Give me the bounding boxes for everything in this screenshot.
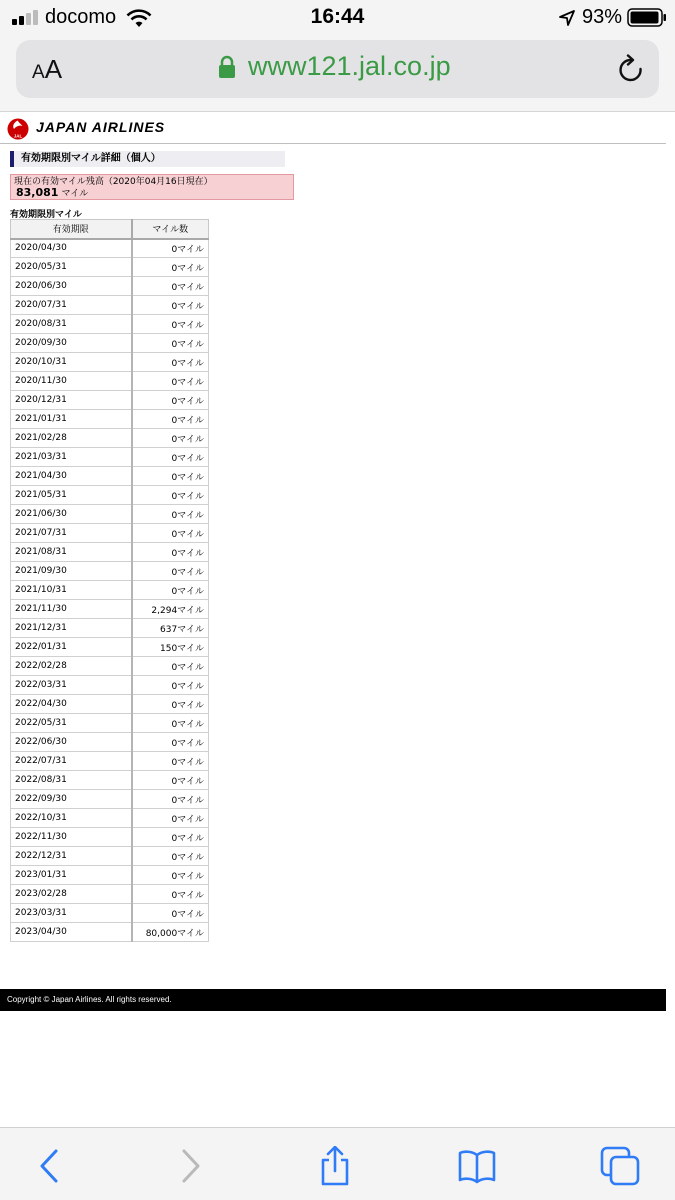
- table-row: [11, 258, 209, 277]
- expiry-date-cell: 2022/05/31: [11, 714, 132, 733]
- miles-cell: 0マイル: [132, 885, 209, 904]
- expiry-date-cell: 2020/05/31: [11, 258, 132, 277]
- page-title: 有効期限別マイル詳細（個人）: [10, 151, 285, 167]
- miles-cell: 0マイル: [132, 771, 209, 790]
- expiry-date-cell: 2021/07/31: [11, 524, 132, 543]
- miles-cell: 0マイル: [132, 676, 209, 695]
- miles-cell: 0マイル: [132, 391, 209, 410]
- miles-cell: 2,294マイル: [132, 600, 209, 619]
- miles-cell: 0マイル: [132, 315, 209, 334]
- svg-text:JAL: JAL: [13, 133, 23, 139]
- table-row: [11, 543, 209, 562]
- back-icon[interactable]: [30, 1146, 70, 1186]
- balance-amount: [16, 187, 88, 200]
- clock: 16:44: [310, 5, 365, 28]
- expiry-date-cell: 2023/02/28: [11, 885, 132, 904]
- expiry-date-cell: 2020/07/31: [11, 296, 132, 315]
- table-row: [11, 733, 209, 752]
- miles-cell: 0マイル: [132, 904, 209, 923]
- expiry-date-cell: 2022/12/31: [11, 847, 132, 866]
- table-caption: 有効期限別マイル: [10, 210, 82, 220]
- expiry-date-cell: 2021/06/30: [11, 505, 132, 524]
- table-row: [11, 600, 209, 619]
- miles-cell: 0マイル: [132, 714, 209, 733]
- miles-cell: 0マイル: [132, 410, 209, 429]
- jal-logo[interactable]: [7, 118, 29, 140]
- browser-address-area: [0, 36, 675, 112]
- miles-cell: 0マイル: [132, 733, 209, 752]
- expiry-date-cell: 2021/09/30: [11, 562, 132, 581]
- table-row: [11, 429, 209, 448]
- miles-cell: 0マイル: [132, 467, 209, 486]
- table-row: [11, 809, 209, 828]
- brand-name[interactable]: JAPAN AIRLINES: [36, 119, 166, 135]
- expiry-date-cell: 2021/01/31: [11, 410, 132, 429]
- expiry-date-cell: 2022/10/31: [11, 809, 132, 828]
- table-row: [11, 657, 209, 676]
- location-arrow-icon: [558, 9, 576, 27]
- miles-cell: 0マイル: [132, 429, 209, 448]
- table-row: [11, 524, 209, 543]
- address-bar[interactable]: [16, 40, 659, 98]
- expiry-date-cell: 2021/08/31: [11, 543, 132, 562]
- expiry-date-cell: 2022/08/31: [11, 771, 132, 790]
- table-row: [11, 619, 209, 638]
- carrier-name: docomo: [45, 6, 117, 28]
- table-row: [11, 448, 209, 467]
- battery-percentage: 93%: [582, 6, 623, 28]
- table-row: [11, 714, 209, 733]
- column-header-expiry: 有効期限: [11, 220, 132, 239]
- site-header: [0, 114, 666, 144]
- table-row: [11, 676, 209, 695]
- table-row: [11, 296, 209, 315]
- expiry-date-cell: 2023/03/31: [11, 904, 132, 923]
- bookmarks-icon[interactable]: [457, 1146, 497, 1186]
- column-header-miles: マイル数: [132, 220, 209, 239]
- balance-label: 現在の有効マイル残高（2020年04月16日現在）: [14, 177, 213, 187]
- table-row: [11, 277, 209, 296]
- lock-icon: [218, 55, 236, 79]
- browser-toolbar: [0, 1127, 675, 1200]
- table-row: [11, 866, 209, 885]
- table-row: [11, 391, 209, 410]
- miles-cell: 0マイル: [132, 334, 209, 353]
- miles-cell: 0マイル: [132, 657, 209, 676]
- expiry-date-cell: 2021/10/31: [11, 581, 132, 600]
- table-row: [11, 828, 209, 847]
- expiry-date-cell: 2022/01/31: [11, 638, 132, 657]
- miles-cell: 0マイル: [132, 505, 209, 524]
- table-row: [11, 505, 209, 524]
- copyright-footer: Copyright © Japan Airlines. All rights reserved.: [0, 989, 666, 1011]
- table-row: [11, 562, 209, 581]
- miles-cell: 0マイル: [132, 562, 209, 581]
- expiry-date-cell: 2022/11/30: [11, 828, 132, 847]
- expiry-date-cell: 2021/12/31: [11, 619, 132, 638]
- table-row: [11, 315, 209, 334]
- miles-cell: 0マイル: [132, 448, 209, 467]
- expiry-date-cell: 2021/04/30: [11, 467, 132, 486]
- expiry-date-cell: 2022/04/30: [11, 695, 132, 714]
- forward-icon[interactable]: [170, 1146, 210, 1186]
- table-row: [11, 353, 209, 372]
- mile-balance-box: [10, 174, 294, 200]
- miles-cell: 0マイル: [132, 486, 209, 505]
- expiry-date-cell: 2022/02/28: [11, 657, 132, 676]
- expiry-date-cell: 2021/03/31: [11, 448, 132, 467]
- expiry-date-cell: 2020/08/31: [11, 315, 132, 334]
- expiry-date-cell: 2022/06/30: [11, 733, 132, 752]
- expiry-miles-table: [10, 219, 209, 942]
- expiry-date-cell: 2022/09/30: [11, 790, 132, 809]
- miles-cell: 150マイル: [132, 638, 209, 657]
- balance-unit: マイル: [61, 189, 89, 199]
- expiry-date-cell: 2021/11/30: [11, 600, 132, 619]
- miles-cell: 0マイル: [132, 809, 209, 828]
- miles-cell: 0マイル: [132, 353, 209, 372]
- expiry-date-cell: 2022/07/31: [11, 752, 132, 771]
- text-size-button[interactable]: AA: [32, 54, 63, 84]
- table-row: [11, 904, 209, 923]
- table-row: [11, 885, 209, 904]
- table-row: [11, 410, 209, 429]
- miles-cell: 0マイル: [132, 372, 209, 391]
- miles-cell: 0マイル: [132, 790, 209, 809]
- expiry-date-cell: 2020/11/30: [11, 372, 132, 391]
- table-body: [11, 239, 209, 942]
- miles-cell: 0マイル: [132, 847, 209, 866]
- expiry-date-cell: 2021/05/31: [11, 486, 132, 505]
- expiry-date-cell: 2020/10/31: [11, 353, 132, 372]
- status-bar: [0, 0, 675, 36]
- url-text[interactable]: www121.jal.co.jp: [248, 51, 451, 81]
- miles-cell: 80,000マイル: [132, 923, 209, 942]
- miles-cell: 0マイル: [132, 239, 209, 258]
- miles-cell: 0マイル: [132, 258, 209, 277]
- expiry-date-cell: 2020/12/31: [11, 391, 132, 410]
- table-row: [11, 486, 209, 505]
- table-row: [11, 372, 209, 391]
- table-row: [11, 695, 209, 714]
- table-row: [11, 581, 209, 600]
- reload-icon[interactable]: [616, 54, 646, 86]
- table-row: [11, 334, 209, 353]
- expiry-date-cell: 2020/04/30: [11, 239, 132, 258]
- miles-cell: 0マイル: [132, 866, 209, 885]
- miles-cell: 0マイル: [132, 752, 209, 771]
- expiry-date-cell: 2022/03/31: [11, 676, 132, 695]
- miles-cell: 0マイル: [132, 277, 209, 296]
- table-row: [11, 771, 209, 790]
- table-row: [11, 752, 209, 771]
- miles-cell: 0マイル: [132, 828, 209, 847]
- share-icon[interactable]: [315, 1146, 355, 1186]
- balance-value: 83,081: [16, 186, 59, 199]
- table-header-row: [11, 220, 209, 239]
- expiry-date-cell: 2020/09/30: [11, 334, 132, 353]
- battery-icon: [627, 8, 667, 27]
- expiry-date-cell: 2021/02/28: [11, 429, 132, 448]
- table-row: [11, 923, 209, 942]
- table-row: [11, 467, 209, 486]
- tabs-icon[interactable]: [600, 1146, 640, 1186]
- miles-cell: 0マイル: [132, 524, 209, 543]
- expiry-date-cell: 2020/06/30: [11, 277, 132, 296]
- table-row: [11, 790, 209, 809]
- miles-cell: 637マイル: [132, 619, 209, 638]
- expiry-date-cell: 2023/04/30: [11, 923, 132, 942]
- expiry-date-cell: 2023/01/31: [11, 866, 132, 885]
- miles-cell: 0マイル: [132, 581, 209, 600]
- table-row: [11, 239, 209, 258]
- table-row: [11, 847, 209, 866]
- table-row: [11, 638, 209, 657]
- miles-cell: 0マイル: [132, 543, 209, 562]
- miles-cell: 0マイル: [132, 296, 209, 315]
- miles-cell: 0マイル: [132, 695, 209, 714]
